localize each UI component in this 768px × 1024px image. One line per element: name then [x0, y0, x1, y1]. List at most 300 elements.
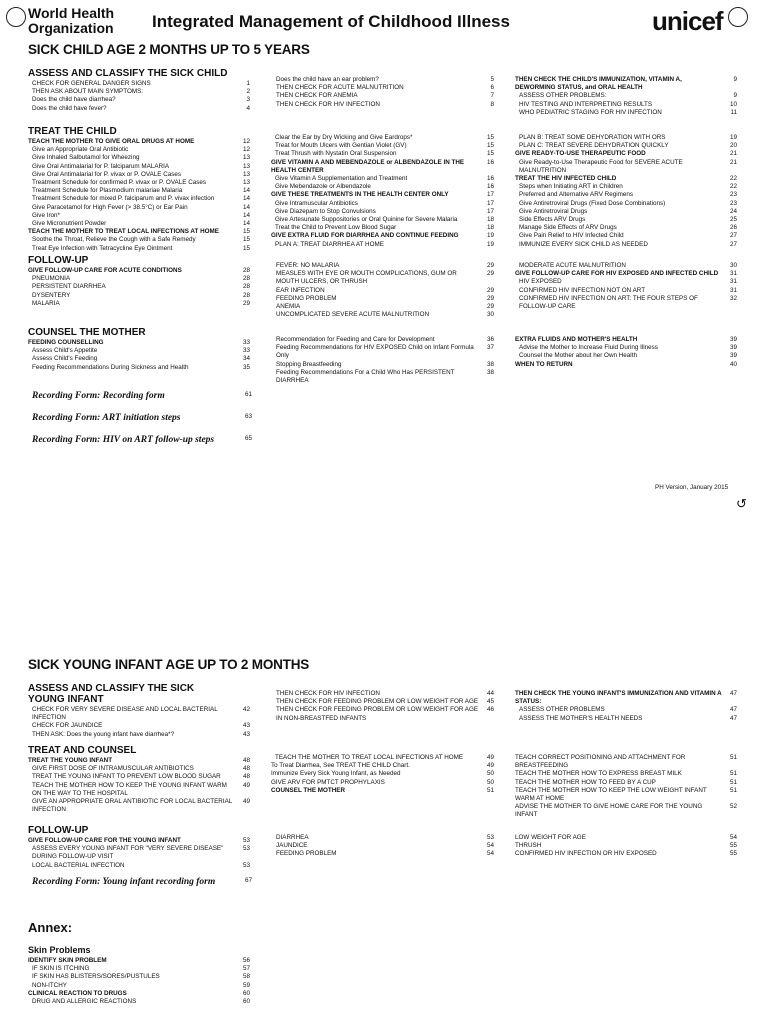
toc-entry-label: Clear the Ear by Dry Wicking and Give Eardrops*: [275, 134, 413, 141]
toc-entry-label: THRUSH: [515, 842, 542, 850]
toc-entry[interactable]: [515, 92, 737, 100]
infant-followup-col2: [276, 834, 494, 859]
toc-entry[interactable]: [515, 754, 737, 770]
toc-entry-page: 5: [490, 76, 494, 83]
toc-entry-page: 3: [246, 96, 250, 104]
toc-entry-label: Give Antiretroviral Drugs (Fixed Dose Combinations): [519, 199, 666, 207]
toc-entry[interactable]: [28, 80, 250, 88]
toc-entry-page: 22: [729, 183, 737, 191]
toc-entry[interactable]: [515, 842, 737, 850]
toc-entry-label: THEN CHECK THE YOUNG INFANT'S IMMUNIZATION AND VITAMIN A STATUS:: [515, 690, 722, 706]
toc-entry[interactable]: [515, 224, 737, 232]
toc-entry-label: EXTRA FLUIDS AND MOTHER'S HEALTH: [515, 336, 638, 343]
toc-entry-label: TEACH THE MOTHER HOW TO KEEP THE LOW WEIGHT INFANT WARM AT HOME: [515, 786, 707, 803]
toc-entry-label: WHO PEDIATRIC STAGING FOR HIV INFECTION: [519, 108, 662, 116]
toc-entry-label: Give Oral Antimalarial for P. falciparum MALARIA: [32, 162, 170, 170]
toc-entry[interactable]: [271, 191, 494, 199]
toc-entry[interactable]: [28, 990, 250, 998]
toc-entry[interactable]: [276, 706, 494, 722]
section-title-young-infant: SICK YOUNG INFANT AGE UP TO 2 MONTHS: [28, 657, 310, 672]
toc-entry-page: 20: [729, 142, 737, 150]
counsel-col3: [515, 336, 737, 369]
toc-entry-page: 13: [242, 162, 250, 170]
toc-entry-label: Give Oral Antimalarial for P. vivax or P. OVALE Cases: [32, 170, 182, 178]
counsel-heading: COUNSEL THE MOTHER: [28, 327, 146, 338]
followup-heading: FOLLOW-UP: [28, 255, 89, 266]
toc-entry-page: 43: [242, 730, 250, 738]
toc-entry[interactable]: [28, 862, 250, 870]
toc-entry-label: Give Artesunate Suppositories or Oral Quinine for Severe Malaria: [275, 216, 458, 224]
toc-entry[interactable]: [515, 850, 737, 858]
infant-assess-col2: [276, 690, 494, 723]
toc-entry[interactable]: [28, 245, 250, 253]
toc-entry[interactable]: [271, 134, 494, 142]
toc-entry[interactable]: [28, 195, 250, 203]
toc-entry[interactable]: [515, 706, 737, 714]
toc-entry[interactable]: [28, 292, 250, 300]
toc-entry[interactable]: [28, 722, 250, 730]
toc-entry-page: 51: [729, 754, 737, 761]
toc-entry-label: THEN CHECK FOR ACUTE MALNUTRITION: [276, 84, 404, 92]
toc-entry[interactable]: [271, 159, 494, 175]
toc-entry[interactable]: [515, 241, 737, 249]
toc-entry-label: CLINICAL REACTION TO DRUGS: [28, 989, 127, 997]
toc-entry-page: 54: [729, 834, 737, 841]
toc-entry[interactable]: [276, 311, 494, 319]
assess-heading: ASSESS AND CLASSIFY THE SICK CHILD: [28, 68, 228, 79]
toc-entry[interactable]: [515, 76, 737, 92]
toc-entry[interactable]: [515, 183, 737, 191]
toc-entry-page: 14: [242, 187, 250, 195]
who-logo-icon: [6, 7, 26, 27]
toc-entry-page: 33: [242, 347, 250, 355]
toc-entry-label: TREAT THE HIV INFECTED CHILD: [515, 175, 617, 183]
toc-entry[interactable]: [28, 355, 250, 363]
toc-entry-label: Treat the Child to Prevent Low Blood Sugar: [275, 224, 397, 232]
toc-entry[interactable]: [515, 262, 737, 270]
toc-entry[interactable]: [515, 109, 737, 117]
toc-entry[interactable]: [28, 179, 250, 187]
toc-entry[interactable]: [28, 300, 250, 308]
toc-entry-page: 50: [486, 770, 494, 778]
toc-entry-page: 29: [486, 286, 494, 294]
toc-entry[interactable]: [28, 982, 250, 990]
toc-entry-page: 16: [486, 183, 494, 191]
toc-entry-page: 50: [486, 778, 494, 786]
version-label: PH Version, January 2015: [655, 484, 729, 491]
toc-entry[interactable]: [28, 220, 250, 228]
toc-entry[interactable]: [271, 150, 494, 158]
toc-entry[interactable]: [28, 731, 250, 739]
toc-entry-page: 48: [242, 765, 250, 773]
toc-entry[interactable]: [28, 163, 250, 171]
toc-entry-label: MALARIA: [32, 299, 60, 307]
toc-entry-label: MEASLES WITH EYE OR MOUTH COMPLICATIONS, GUM OR MOUTH ULCERS, OR THRUSH: [276, 270, 457, 286]
infant-assess-col3: [515, 690, 737, 723]
toc-entry-page: 51: [729, 778, 737, 786]
toc-entry[interactable]: [28, 957, 250, 965]
toc-entry-label: Treatment Schedule for mixed P. falciparum and P. vivax infection: [32, 195, 215, 203]
toc-entry[interactable]: [271, 779, 494, 787]
toc-entry[interactable]: [276, 834, 494, 842]
toc-entry[interactable]: [271, 216, 494, 224]
toc-entry-label: THEN ASK: Does the young infant have diarrhea*?: [32, 730, 175, 738]
toc-entry-page: 8: [490, 100, 494, 108]
toc-entry-page: 15: [486, 150, 494, 158]
toc-entry-label: DIARRHEA: [276, 834, 309, 841]
toc-entry[interactable]: [515, 278, 737, 286]
toc-entry-label: Give Inhaled Salbutamol for Wheezing: [32, 154, 140, 162]
toc-entry-label: PLAN B: TREAT SOME DEHYDRATION WITH ORS: [519, 134, 666, 141]
toc-entry[interactable]: [28, 204, 250, 212]
toc-entry[interactable]: [515, 101, 737, 109]
toc-entry-label: JAUNDICE: [276, 842, 308, 850]
toc-entry-page: 28: [242, 283, 250, 291]
toc-entry[interactable]: [515, 770, 737, 778]
toc-entry[interactable]: [271, 142, 494, 150]
toc-entry-page: 14: [242, 203, 250, 211]
toc-entry[interactable]: [276, 850, 494, 858]
toc-entry[interactable]: [276, 262, 494, 270]
toc-entry-label: THEN CHECK FOR FEEDING PROBLEM OR LOW WEIGHT FOR AGE: [276, 698, 479, 706]
toc-entry-label: IF SKIN HAS BLISTERS/SORES/PUSTULES: [32, 973, 160, 981]
toc-entry-label: Give Antiretroviral Drugs: [519, 207, 588, 215]
toc-entry-page: 53: [242, 837, 250, 844]
toc-entry-page: 16: [486, 158, 494, 166]
toc-entry[interactable]: [515, 803, 737, 819]
infant-recording-form-row[interactable]: [32, 877, 252, 887]
toc-entry[interactable]: [28, 236, 250, 244]
toc-entry-label: PLAN C: TREAT SEVERE DEHYDRATION QUICKLY: [519, 142, 669, 150]
toc-entry[interactable]: [515, 150, 737, 158]
toc-entry[interactable]: [276, 295, 494, 303]
toc-entry[interactable]: [28, 364, 250, 372]
toc-entry-page: 28: [242, 267, 250, 274]
toc-entry[interactable]: [515, 159, 737, 175]
toc-entry[interactable]: [515, 352, 737, 360]
toc-entry[interactable]: [271, 224, 494, 232]
toc-entry-label: Treat Thrush with Nystatin Oral Suspension: [275, 150, 397, 158]
toc-entry[interactable]: [28, 837, 250, 845]
toc-entry-page: 60: [242, 989, 250, 997]
recording-form-page: 63: [244, 413, 252, 420]
toc-entry[interactable]: [28, 965, 250, 973]
followup-col2: [276, 262, 494, 319]
toc-entry[interactable]: [276, 84, 494, 92]
toc-entry[interactable]: [515, 834, 737, 842]
counsel-col1: [28, 327, 250, 372]
toc-entry-page: 55: [729, 842, 737, 850]
toc-entry-label: TREAT THE YOUNG INFANT: [28, 757, 113, 764]
toc-entry-label: Feeding Recommendations During Sickness and Health: [32, 363, 189, 371]
toc-entry-page: 28: [242, 275, 250, 283]
toc-entry-label: THEN CHECK FOR HIV INFECTION: [276, 690, 380, 697]
page-title: Integrated Management of Childhood Illness: [152, 12, 510, 31]
toc-entry-page: 2: [246, 88, 250, 96]
toc-entry[interactable]: [515, 295, 737, 311]
toc-entry-label: To Treat Diarrhea, See TREAT THE CHILD Chart.: [271, 762, 410, 770]
toc-entry-page: 9: [733, 76, 737, 83]
who-org-name: World Health Organization: [28, 5, 115, 36]
toc-entry[interactable]: [28, 275, 250, 283]
toc-entry-page: 6: [490, 84, 494, 92]
toc-entry[interactable]: [515, 175, 737, 183]
toc-entry-label: Feeding Recommendations For a Child Who Has PERSISTENT DIARRHEA: [276, 368, 455, 385]
toc-entry-label: Assess Child's Appetite: [32, 347, 98, 355]
toc-entry[interactable]: [271, 754, 494, 762]
toc-entry[interactable]: [28, 773, 250, 781]
toc-entry-label: Give Vitamin A Supplementation and Treatment: [275, 175, 408, 183]
toc-entry-label: PNEUMONIA: [32, 275, 71, 283]
toc-entry[interactable]: [515, 270, 737, 278]
toc-entry[interactable]: [28, 757, 250, 765]
toc-entry[interactable]: [28, 798, 250, 814]
infant-assess-heading: ASSESS AND CLASSIFY THE SICK YOUNG INFANT: [28, 683, 195, 705]
toc-entry-page: 40: [729, 360, 737, 368]
toc-entry[interactable]: [515, 287, 737, 295]
treat-col1: [28, 126, 250, 253]
toc-entry-label: GIVE FOLLOW-UP CARE FOR THE YOUNG INFANT: [28, 837, 181, 844]
recording-form-row[interactable]: [32, 435, 252, 457]
toc-entry-label: ADVISE THE MOTHER TO GIVE HOME CARE FOR THE YOUNG INFANT: [515, 803, 703, 819]
toc-entry-label: Give Paracetamol for High Fever (> 38.5°C) or Ear Pain: [32, 203, 188, 211]
toc-entry-label: HIV EXPOSED: [519, 278, 562, 286]
toc-entry-page: 53: [242, 845, 250, 853]
toc-entry[interactable]: [276, 698, 494, 706]
toc-entry-page: 24: [729, 207, 737, 215]
toc-entry-page: 14: [242, 211, 250, 219]
toc-entry[interactable]: [276, 336, 494, 344]
toc-entry[interactable]: [276, 344, 494, 360]
toc-entry-page: 38: [486, 360, 494, 368]
toc-entry[interactable]: [28, 973, 250, 981]
toc-entry-page: 17: [486, 207, 494, 215]
toc-entry[interactable]: [515, 232, 737, 240]
treat-col3: [515, 134, 737, 249]
toc-entry-label: CHECK FOR GENERAL DANGER SIGNS: [32, 80, 151, 87]
toc-entry-label: TEACH THE MOTHER HOW TO KEEP THE YOUNG INFANT WARM ON THE WAY TO THE HOSPITAL: [32, 781, 227, 797]
recording-form-row[interactable]: [32, 413, 252, 435]
toc-entry[interactable]: [271, 208, 494, 216]
toc-entry-label: GIVE FOLLOW-UP CARE FOR ACUTE CONDITIONS: [28, 267, 182, 274]
toc-entry[interactable]: [28, 171, 250, 179]
toc-entry[interactable]: [276, 76, 494, 84]
toc-entry[interactable]: [271, 762, 494, 770]
toc-entry-label: GIVE EXTRA FLUID FOR DIARRHEA AND CONTINUE FEEDING: [271, 232, 459, 240]
toc-entry-label: GIVE FIRST DOSE OF INTRAMUSCULAR ANTIBIOTICS: [32, 765, 194, 773]
toc-entry[interactable]: [276, 303, 494, 311]
toc-entry-page: 39: [729, 352, 737, 360]
toc-entry-label: Treatment Schedule for confirmed P. vivax or P. OVALE Cases: [32, 179, 207, 187]
toc-entry-label: Treatment Schedule for Plasmodium malariae Malaria: [32, 187, 183, 195]
toc-entry-page: 27: [729, 240, 737, 248]
toc-entry-label: ASSESS OTHER PROBLEMS: [519, 706, 605, 714]
toc-entry-page: 26: [729, 224, 737, 232]
toc-entry-label: UNCOMPLICATED SEVERE ACUTE MALNUTRITION: [276, 311, 430, 319]
annex-subheading: Skin Problems: [28, 945, 91, 955]
toc-entry-label: Recommendation for Feeding and Care for Development: [276, 336, 435, 343]
recording-form-row[interactable]: [32, 391, 252, 413]
infant-treat-col2: [271, 754, 494, 795]
toc-entry[interactable]: [515, 142, 737, 150]
recording-form-page: 67: [244, 877, 252, 884]
toc-entry-page: 14: [242, 220, 250, 228]
toc-entry[interactable]: [515, 690, 737, 706]
toc-entry[interactable]: [28, 339, 250, 347]
toc-entry-page: 52: [729, 803, 737, 811]
toc-entry-page: 54: [486, 850, 494, 858]
toc-entry[interactable]: [515, 787, 737, 803]
toc-entry[interactable]: [271, 183, 494, 191]
toc-entry-page: 57: [242, 965, 250, 973]
toc-entry-label: Steps when Initiating ART in Children: [519, 183, 623, 191]
toc-entry-label: CONFIRMED HIV INFECTION NOT ON ART: [519, 286, 646, 294]
unicef-logo: unicef: [652, 6, 723, 36]
recording-form-label: Recording Form: Recording form: [32, 391, 165, 401]
toc-entry[interactable]: [28, 154, 250, 162]
toc-entry[interactable]: [515, 200, 737, 208]
toc-entry[interactable]: [28, 347, 250, 355]
toc-entry[interactable]: [271, 241, 494, 249]
toc-entry[interactable]: [271, 770, 494, 778]
toc-entry[interactable]: [515, 715, 737, 723]
toc-entry[interactable]: [515, 134, 737, 142]
toc-entry-page: 21: [729, 158, 737, 166]
assess-col3: [515, 76, 737, 117]
recording-form-label: Recording Form: Young infant recording form: [32, 877, 216, 887]
toc-entry[interactable]: [28, 782, 250, 798]
toc-entry[interactable]: [515, 779, 737, 787]
toc-entry-page: 54: [486, 842, 494, 850]
toc-entry-label: Does the child have diarrhea?: [32, 96, 116, 104]
toc-entry-page: 15: [242, 236, 250, 244]
toc-entry-label: Give Intramuscular Antibiotics: [275, 199, 358, 207]
toc-entry-page: 29: [486, 270, 494, 278]
toc-entry-label: TEACH THE MOTHER TO GIVE ORAL DRUGS AT HOME: [28, 138, 195, 145]
toc-entry-page: 56: [242, 957, 250, 964]
toc-entry-label: NON-ITCHY: [32, 981, 67, 989]
toc-entry-label: Does the child have fever?: [32, 104, 107, 112]
toc-entry-label: Give Diazepam to Stop Convulsions: [275, 207, 376, 215]
unicef-globe-icon: [728, 7, 748, 27]
toc-entry[interactable]: [515, 344, 737, 352]
toc-entry-page: 15: [242, 228, 250, 236]
toc-entry[interactable]: [276, 270, 494, 286]
toc-entry-page: 19: [486, 240, 494, 248]
recording-forms: [32, 391, 252, 457]
toc-entry[interactable]: [28, 283, 250, 291]
toc-entry[interactable]: [515, 361, 737, 369]
toc-entry[interactable]: [28, 228, 250, 236]
toc-entry-page: 35: [242, 363, 250, 371]
recording-form-page: 65: [244, 435, 252, 442]
toc-entry[interactable]: [28, 267, 250, 275]
toc-entry-label: Counsel the Mother about her Own Health: [519, 352, 637, 360]
assess-col1: [28, 68, 250, 113]
toc-entry-page: 31: [729, 270, 737, 278]
toc-entry[interactable]: [28, 765, 250, 773]
toc-entry[interactable]: [515, 191, 737, 199]
toc-entry[interactable]: [276, 361, 494, 369]
toc-entry-label: Does the child have an ear problem?: [276, 76, 379, 83]
toc-entry-label: LOCAL BACTERIAL INFECTION: [32, 861, 125, 869]
toc-entry-page: 18: [486, 224, 494, 232]
toc-entry-label: ASSESS OTHER PROBLEMS:: [519, 92, 607, 100]
toc-entry-label: CONFIRMED HIV INFECTION OR HIV EXPOSED: [515, 850, 657, 858]
infant-followup-heading: FOLLOW-UP: [28, 825, 89, 836]
toc-entry-label: THEN CHECK THE CHILD'S IMMUNIZATION, VITAMIN A, DEWORMING STATUS, and ORAL HEALTH: [515, 76, 682, 92]
toc-entry-label: DRUG AND ALLERGIC REACTIONS: [32, 998, 137, 1006]
treat-col2: [271, 134, 494, 249]
toc-entry[interactable]: [271, 200, 494, 208]
toc-entry[interactable]: [28, 138, 250, 146]
toc-entry[interactable]: [28, 845, 250, 861]
toc-entry[interactable]: [276, 101, 494, 109]
toc-entry-label: THEN ASK ABOUT MAIN SYMPTOMS:: [32, 88, 144, 96]
toc-entry[interactable]: [271, 787, 494, 795]
toc-entry[interactable]: [28, 212, 250, 220]
toc-entry-label: TEACH THE MOTHER HOW TO EXPRESS BREAST MILK: [515, 770, 682, 778]
toc-entry[interactable]: [28, 998, 250, 1006]
toc-entry-label: Assess Child's Feeding: [32, 355, 98, 363]
toc-entry-label: Treat for Mouth Ulcers with Gentian Violet (GV): [275, 142, 407, 150]
recording-form-label: Recording Form: ART initiation steps: [32, 413, 181, 423]
toc-entry-page: 15: [486, 134, 494, 141]
toc-entry-page: 34: [242, 355, 250, 363]
toc-entry-label: THEN CHECK FOR ANEMIA: [276, 92, 358, 100]
toc-entry-page: 13: [242, 170, 250, 178]
toc-entry[interactable]: [276, 690, 494, 698]
toc-entry-label: Give Micronutrient Powder: [32, 220, 107, 228]
toc-entry-page: 9: [733, 92, 737, 100]
toc-entry[interactable]: [515, 216, 737, 224]
toc-entry[interactable]: [28, 146, 250, 154]
toc-entry[interactable]: [276, 369, 494, 385]
toc-entry-page: 25: [729, 216, 737, 224]
infant-treat-col3: [515, 754, 737, 820]
toc-entry-label: THEN CHECK FOR HIV INFECTION: [276, 100, 380, 108]
recording-form-label: Recording Form: HIV on ART follow-up steps: [32, 435, 215, 445]
toc-entry-page: 51: [729, 786, 737, 794]
toc-entry[interactable]: [276, 287, 494, 295]
toc-entry-page: 39: [729, 336, 737, 343]
toc-entry-page: 55: [729, 850, 737, 858]
toc-entry[interactable]: [276, 842, 494, 850]
refresh-icon[interactable]: ↺: [736, 496, 747, 511]
annex-heading: Annex:: [28, 920, 73, 935]
toc-entry-label: DYSENTERY: [32, 291, 71, 299]
toc-entry-page: 46: [486, 706, 494, 714]
toc-entry-page: 51: [729, 770, 737, 778]
toc-entry[interactable]: [28, 96, 250, 104]
toc-entry[interactable]: [28, 105, 250, 113]
toc-entry[interactable]: [271, 175, 494, 183]
toc-entry[interactable]: [28, 88, 250, 96]
toc-entry-page: 10: [729, 100, 737, 108]
toc-entry[interactable]: [515, 208, 737, 216]
toc-entry[interactable]: [271, 232, 494, 240]
toc-entry-label: FEEDING PROBLEM: [276, 294, 337, 302]
toc-entry-label: PLAN A: TREAT DIARRHEA AT HOME: [275, 240, 384, 248]
followup-col1: [28, 255, 250, 308]
toc-entry-page: 17: [486, 199, 494, 207]
toc-entry[interactable]: [28, 187, 250, 195]
toc-entry-label: TEACH THE MOTHER TO TREAT LOCAL INFECTIONS AT HOME: [28, 228, 219, 236]
toc-entry[interactable]: [276, 92, 494, 100]
toc-entry[interactable]: [28, 706, 250, 722]
toc-entry[interactable]: [515, 336, 737, 344]
toc-entry-page: 15: [242, 244, 250, 252]
